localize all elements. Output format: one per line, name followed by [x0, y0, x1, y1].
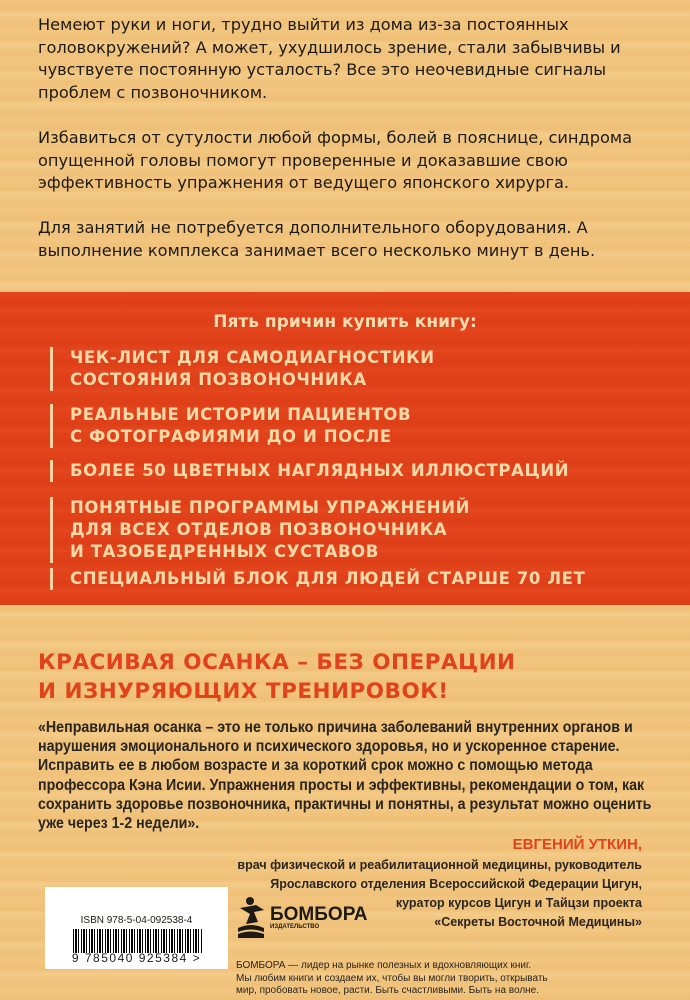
publisher-name: БОМБОРА: [270, 903, 368, 925]
reason-item: ПОНЯТНЫЕ ПРОГРАММЫ УПРАЖНЕНИЙ ДЛЯ ВСЕХ ОТДЕЛОВ ПОЗВОНОЧНИКА И ТАЗОБЕДРЕННЫХ СУСТАВОВ: [50, 497, 470, 563]
reason-item: ЧЕК-ЛИСТ ДЛЯ САМОДИАГНОСТИКИ СОСТОЯНИЯ ПОЗВОНОЧНИКА: [50, 347, 435, 391]
author-credentials: врач физической и реабилитационной медицины, руководитель Ярославского отделения Всероссийской Федерации Цигун, куратор курсов Цигун и Тайцзи проекта «Секреты Восточной Медицины»: [237, 858, 642, 929]
intro-paragraph-3: Для занятий не потребуется дополнительного оборудования. А выполнение комплекса занимает всего несколько минут в день.: [38, 218, 596, 260]
publisher-subtitle: ИЗДАТЕЛЬСТВО: [270, 923, 320, 930]
isbn-text: ISBN 978-5-04-092538-4: [80, 915, 193, 926]
slogan: КРАСИВАЯ ОСАНКА – БЕЗ ОПЕРАЦИИ И ИЗНУРЯЮЩИХ ТРЕНИРОВОК!: [38, 650, 516, 704]
surfer-logo-icon: [236, 896, 266, 938]
barcode-number: 9 785040 925384 >: [71, 951, 202, 965]
publisher-about: БОМБОРА — лидер на рынке полезных и вдохновляющих книг. Мы любим книги и создаем их, чтобы вы могли творить, открывать мир, пробовать новое, расти. Быть счастливыми. Быть на волне.: [236, 960, 548, 996]
reasons-title: Пять причин купить книгу:: [213, 312, 477, 332]
author-name: ЕВГЕНИЙ УТКИН,: [512, 836, 642, 853]
reason-item: РЕАЛЬНЫЕ ИСТОРИИ ПАЦИЕНТОВ С ФОТОГРАФИЯМИ ДО И ПОСЛЕ: [50, 404, 411, 448]
reasons-band: [0, 292, 690, 605]
publisher-logo: [236, 896, 367, 938]
reason-item: СПЕЦИАЛЬНЫЙ БЛОК ДЛЯ ЛЮДЕЙ СТАРШЕ 70 ЛЕТ: [50, 568, 585, 590]
testimonial-quote: «Неправильная осанка – это не только причина заболеваний внутренних органов и нарушения эмоционального и психического здоровья, но и ускоренное старение. Исправить ее в любом возрасте и за короткий срок можно с помощью метода профессора Кэна Исии. Упражнения просты и эффективны, рекомендации о том, как сохранить здоровье позвоночника, практичны и понятны, а результат можно оценить уже через 1-2 недели».: [38, 719, 652, 833]
isbn-barcode: [45, 887, 228, 969]
intro-paragraph-2: Избавиться от сутулости любой формы, болей в пояснице, синдрома опущенной головы помогут проверенные и доказавшие свою эффективность упражнения от ведущего японского хирурга.: [38, 128, 633, 192]
barcode-bars: [73, 929, 203, 953]
intro-paragraph-1: Немеют руки и ноги, трудно выйти из дома из-за постоянных головокружений? А может, ухудшилось зрение, стали забывчивы и чувствуете постоянную усталость? Все это неочевидные сигналы проблем с позвоночником.: [38, 15, 621, 102]
reason-item: БОЛЕЕ 50 ЦВЕТНЫХ НАГЛЯДНЫХ ИЛЛЮСТРАЦИЙ: [50, 460, 569, 482]
